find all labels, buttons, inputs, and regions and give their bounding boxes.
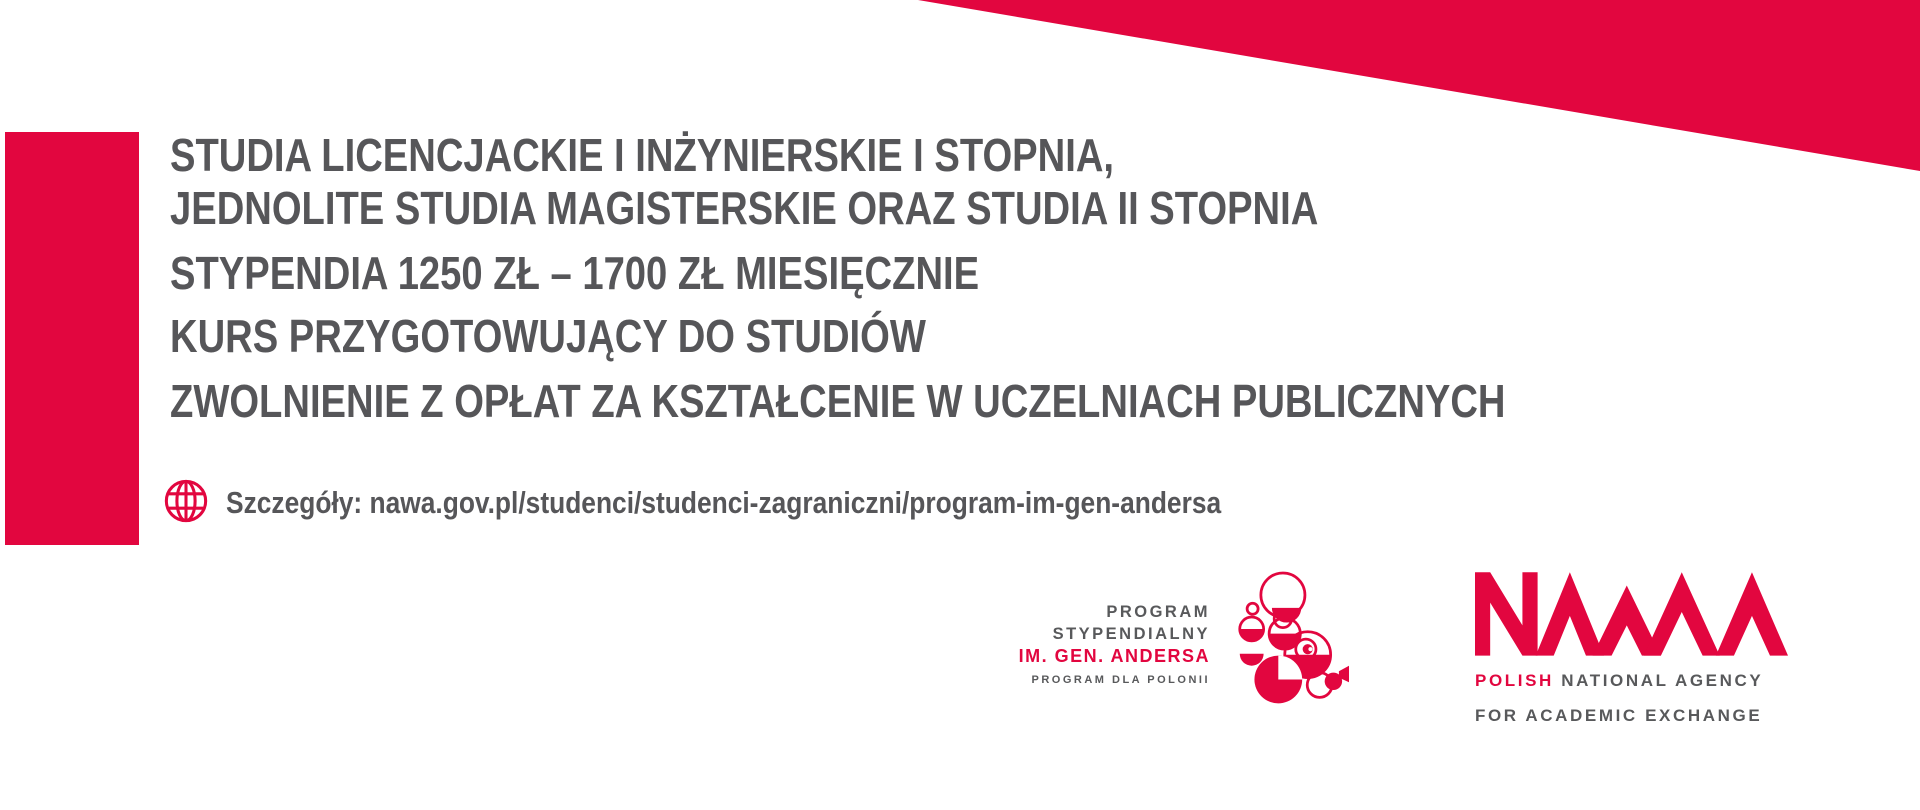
nawa-tagline-line-1: [1475, 670, 1805, 691]
nawa-wordmark-icon: [1475, 570, 1805, 656]
details-row: [163, 479, 1397, 527]
nawa-tagline-national-agency: NATIONAL AGENCY: [1561, 671, 1764, 690]
headline-fee-waiver: ZWOLNIENIE Z OPŁAT ZA KSZTAŁCENIE W UCZELNIACH PUBLICZNYCH: [170, 375, 1506, 427]
program-logo-line-1: PROGRAM: [1106, 603, 1210, 621]
globe-icon: [163, 478, 209, 529]
program-logo-subtitle: PROGRAM DLA POLONII: [1031, 674, 1210, 686]
program-scholarship-logo-text: [860, 601, 1210, 687]
headline-stipend-amount: STYPENDIA 1250 ZŁ – 1700 ZŁ MIESIĘCZNIE: [170, 247, 980, 299]
headline-prep-course: KURS PRZYGOTOWUJĄCY DO STUDIÓW: [170, 310, 926, 362]
program-logo-line-2: STYPENDIALNY: [1052, 625, 1210, 643]
nawa-tagline-line-2: FOR ACADEMIC EXCHANGE: [1475, 706, 1763, 725]
program-logo-name: IM. GEN. ANDERSA: [1018, 646, 1210, 666]
headline-line-1: STUDIA LICENCJACKIE I INŻYNIERSKIE I STOPNIA,: [170, 129, 1115, 181]
red-left-bar: [5, 132, 139, 545]
headline-line-2: JEDNOLITE STUDIA MAGISTERSKIE ORAZ STUDIA II STOPNIA: [170, 182, 1319, 234]
nawa-tagline-polish: POLISH: [1475, 671, 1554, 690]
details-url-text: Szczegóły: nawa.gov.pl/studenci/studenci-zagraniczni/program-im-gen-andersa: [226, 485, 1222, 520]
nawa-logo: [1475, 570, 1805, 726]
